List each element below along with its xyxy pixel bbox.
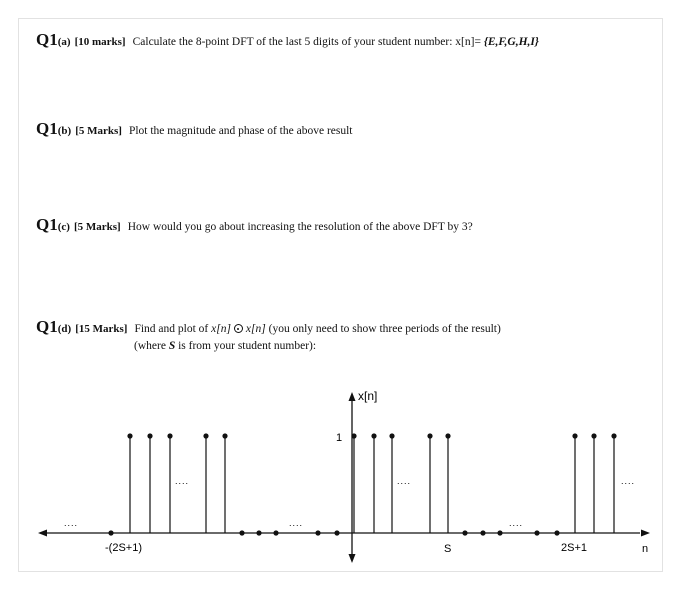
ellipsis-high-2: ....: [397, 476, 412, 486]
question-part: (c): [57, 221, 70, 233]
tick-label-left: -(2S+1): [105, 542, 142, 554]
question-text: How would you go about increasing the resolution of the above DFT by 3?: [127, 221, 473, 233]
marks-label: [5 Marks]: [73, 221, 121, 233]
question-text: Calculate the 8-point DFT of the last 5 digits of your student number: x[n]=: [132, 36, 484, 48]
ellipsis-high-1: ....: [175, 476, 190, 486]
expression-right: x[n]: [245, 323, 266, 335]
question-part: (a): [57, 36, 71, 48]
question-text: Find and plot of: [134, 323, 212, 335]
question-text-tail: (you only need to show three periods of the result): [265, 323, 501, 335]
x-axis-label: n: [642, 543, 649, 555]
question-number: Q1: [36, 317, 58, 336]
stem-dot: [611, 433, 616, 438]
x-axis-arrow-left: [38, 530, 47, 537]
stem-dot: [147, 433, 152, 438]
stem-dot: [127, 433, 132, 438]
ellipsis-low-3: ....: [509, 518, 524, 528]
stem-dot: [203, 433, 208, 438]
note-variable: S: [168, 340, 176, 352]
ellipsis-high-3: ....: [621, 476, 636, 486]
stem-dot: [371, 433, 376, 438]
stem-dot: [445, 433, 450, 438]
note-text-tail: is from your student number):: [175, 340, 317, 352]
stem-dot: [167, 433, 172, 438]
question-number: Q1: [36, 119, 58, 138]
question-part: (d): [57, 323, 72, 335]
y-axis-arrow-down: [349, 554, 356, 563]
y-axis-arrow-up: [349, 392, 356, 401]
stem-dot: [427, 433, 432, 438]
unit-level-label: 1: [336, 432, 343, 444]
question-part: (b): [57, 125, 72, 137]
tick-label-middle: S: [444, 543, 452, 555]
stem-group: [130, 436, 614, 533]
stem-dot: [572, 433, 577, 438]
stem-dot: [389, 433, 394, 438]
sequence-notation: {E,F,G,H,I}: [483, 36, 539, 48]
y-axis-label: x[n]: [358, 389, 378, 403]
expression-left: x[n]: [211, 323, 231, 335]
marks-label: [5 Marks]: [75, 125, 122, 137]
ellipsis-low-2: ....: [289, 518, 304, 528]
ellipsis-low-1: ....: [64, 518, 79, 528]
question-number: Q1: [36, 215, 58, 234]
x-axis-arrow-right: [641, 530, 650, 537]
note-text: (where: [134, 340, 169, 352]
stem-dot: [222, 433, 227, 438]
tick-label-right: 2S+1: [561, 542, 587, 554]
marks-label: [10 marks]: [74, 36, 126, 48]
marks-label: [15 Marks]: [75, 323, 128, 335]
question-number: Q1: [36, 30, 58, 49]
question-text: Plot the magnitude and phase of the above result: [128, 125, 353, 137]
stem-dot: [591, 433, 596, 438]
